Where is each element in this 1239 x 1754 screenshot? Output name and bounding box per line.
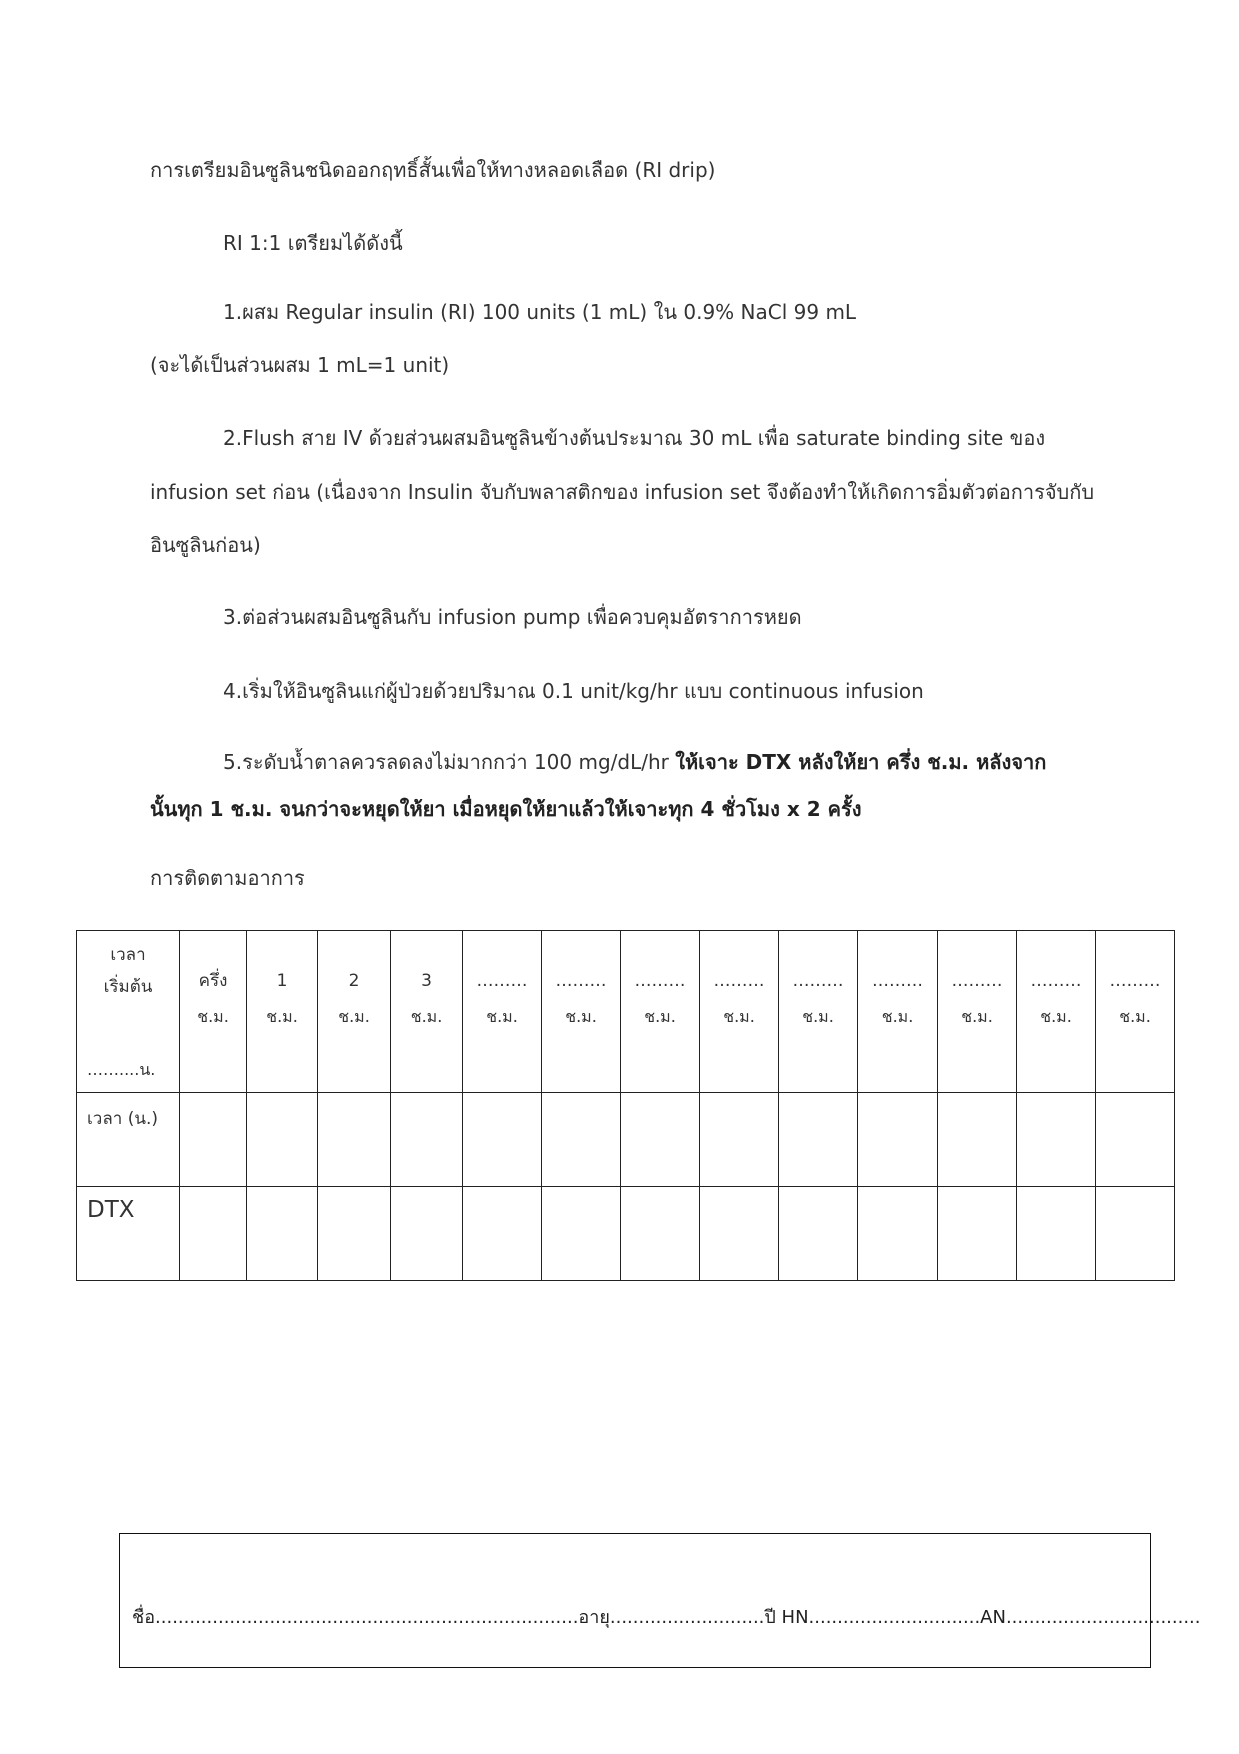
dtx-cell[interactable] [247,1187,318,1281]
col-header-top: ……… [555,971,607,991]
col-header-top: ……… [792,971,844,991]
col-header [700,931,779,1093]
col-header-unit: ช.ม. [410,1007,443,1026]
step-2-continuation-2: อินซูลินก่อน) [150,533,261,557]
col-header-unit: ช.ม. [644,1007,676,1026]
col-header [247,931,318,1093]
dtx-cell[interactable] [1096,1187,1175,1281]
col-header [779,931,858,1093]
step-2-continuation-1: infusion set ก่อน (เนื่องจาก Insulin จับกับพลาสติกของ infusion set จึงต้องทำให้เกิดการอิ่มตัวต่อการจับกับ [150,480,1095,504]
col-header-top: 3 [421,971,432,991]
col-header-unit: ช.ม. [565,1007,597,1026]
time-cell[interactable] [542,1093,621,1187]
table-header-row [77,931,1175,1093]
table-row-time [77,1093,1175,1187]
col-header-top: ครึ่ง [198,971,228,991]
col-header-unit: ช.ม. [881,1007,914,1026]
time-cell[interactable] [1017,1093,1096,1187]
time-cell[interactable] [318,1093,391,1187]
start-time-header [77,931,180,1093]
col-header [180,931,247,1093]
step-5-continuation: นั้นทุก 1 ช.ม. จนกว่าจะหยุดให้ยา เมื่อหยุดให้ยาแล้วให้เจาะทุก 4 ชั่วโมง x 2 ครั้ง [150,797,862,821]
col-header-top: ……… [713,971,765,991]
col-header [463,931,542,1093]
col-header [621,931,700,1093]
time-cell[interactable] [463,1093,542,1187]
dtx-cell[interactable] [621,1187,700,1281]
col-header-unit: ช.ม. [802,1007,834,1026]
col-header-unit: ช.ม. [1040,1007,1072,1026]
document-heading: การเตรียมอินซูลินชนิดออกฤทธิ์สั้นเพื่อให้ทางหลอดเลือด (RI drip) [150,158,716,182]
col-header-unit: ช.ม. [1119,1007,1151,1026]
dtx-cell[interactable] [700,1187,779,1281]
col-header-top: 1 [276,971,288,991]
col-header-top: ……… [1030,971,1082,991]
table-row-dtx [77,1187,1175,1281]
start-time-label-1: เวลา [110,945,146,965]
col-header-unit: ช.ม. [723,1007,755,1026]
col-header-top: ……… [634,971,686,991]
col-header-top: 2 [348,971,360,991]
monitoring-table [76,930,1175,1281]
time-cell[interactable] [700,1093,779,1187]
col-header-unit: ช.ม. [486,1007,518,1026]
step-4: 4.เริ่มให้อินซูลินแก่ผู้ป่วยด้วยปริมาณ 0.1 unit/kg/hr แบบ continuous infusion [223,679,924,703]
step-1-continuation: (จะได้เป็นส่วนผสม 1 mL=1 unit) [150,353,450,377]
dtx-cell[interactable] [858,1187,938,1281]
time-cell[interactable] [779,1093,858,1187]
dtx-cell[interactable] [463,1187,542,1281]
dtx-cell[interactable] [779,1187,858,1281]
subheading: RI 1:1 เตรียมได้ดังนี้ [223,231,403,255]
patient-info-box [119,1533,1201,1668]
time-cell[interactable] [391,1093,463,1187]
step-3: 3.ต่อส่วนผสมอินซูลินกับ infusion pump เพื่อควบคุมอัตราการหยด [223,605,802,629]
time-cell[interactable] [180,1093,247,1187]
col-header-unit: ช.ม. [197,1007,229,1026]
col-header-top: ……… [476,971,528,991]
step-1: 1.ผสม Regular insulin (RI) 100 units (1 mL) ใน 0.9% NaCl 99 mL [223,300,857,324]
step-2: 2.Flush สาย IV ด้วยส่วนผสมอินซูลินข้างต้นประมาณ 30 mL เพื่อ saturate binding site ของ [223,426,1046,450]
col-header [1096,931,1175,1093]
time-cell[interactable] [938,1093,1017,1187]
time-cell[interactable] [858,1093,938,1187]
time-cell[interactable] [247,1093,318,1187]
time-cell[interactable] [1096,1093,1175,1187]
step-5 [223,752,1046,772]
col-header [1017,931,1096,1093]
col-header-unit: ช.ม. [266,1007,298,1026]
patient-info-line: ชื่อ..........................................................................อายุ...........................ปี HN..............................AN.................................. [132,1607,1201,1628]
dtx-cell[interactable] [542,1187,621,1281]
start-time-label-2: เริ่มต้น [103,977,153,997]
col-header [938,931,1017,1093]
dtx-cell[interactable] [180,1187,247,1281]
dtx-cell[interactable] [391,1187,463,1281]
col-header-top: ……… [872,971,923,991]
step-5-rate: 5.ระดับน้ำตาลควรลดลงไม่มากกว่า 100 mg/dL/hr [223,750,669,774]
dtx-cell[interactable] [1017,1187,1096,1281]
col-header [318,931,391,1093]
col-header-unit: ช.ม. [338,1007,370,1026]
step-5-dtx-instruction: ให้เจาะ DTX หลังให้ยา ครึ่ง ช.ม. หลังจาก [675,750,1047,774]
dtx-cell[interactable] [938,1187,1017,1281]
start-time-blank: ……....น. [87,1060,156,1079]
col-header-unit: ช.ม. [961,1007,993,1026]
col-header [542,931,621,1093]
dtx-cell[interactable] [318,1187,391,1281]
row-label-time: เวลา (น.) [77,1093,180,1187]
col-header [391,931,463,1093]
col-header-top: ……… [1109,971,1161,991]
col-header [858,931,938,1093]
time-cell[interactable] [621,1093,700,1187]
col-header-top: ……… [951,971,1003,991]
row-label-dtx: DTX [77,1187,180,1281]
monitor-title: การติดตามอาการ [150,866,305,890]
